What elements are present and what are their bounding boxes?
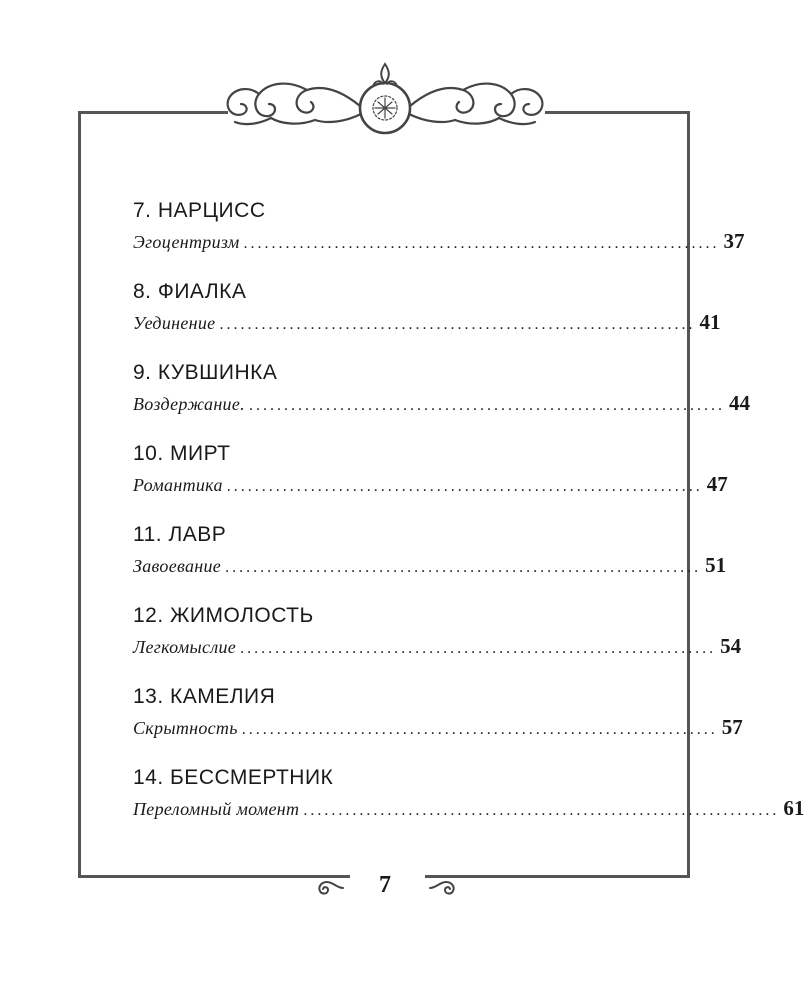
chapter-subtitle: Воздержание. <box>133 394 245 414</box>
toc-line <box>133 631 742 661</box>
toc-entry[interactable] <box>133 196 745 277</box>
toc-line <box>133 388 750 418</box>
dot-leader: .................................................................... <box>225 559 702 576</box>
chapter-title: 11. ЛАВР <box>133 523 227 546</box>
table-of-contents <box>133 196 804 844</box>
chapter-title: 9. КУВШИНКА <box>133 361 278 384</box>
chapter-title: 7. НАРЦИСС <box>133 199 266 222</box>
chapter-subtitle: Романтика <box>133 475 223 495</box>
toc-entry[interactable] <box>133 439 728 520</box>
page-number: 54 <box>720 634 742 658</box>
dot-leader: .................................................................... <box>241 721 718 738</box>
dot-leader: .................................................................... <box>303 802 780 819</box>
chapter-subtitle: Переломный момент <box>133 799 300 819</box>
page-number: 47 <box>706 472 728 496</box>
chapter-subtitle: Скрытность <box>133 718 238 738</box>
toc-entry[interactable] <box>133 520 727 601</box>
toc-line <box>133 469 728 499</box>
page-number: 57 <box>721 715 743 739</box>
page-number: 41 <box>699 310 721 334</box>
chapter-title: 13. КАМЕЛИЯ <box>133 685 276 708</box>
chapter-title: 8. ФИАЛКА <box>133 280 247 303</box>
dot-leader: .................................................................... <box>219 316 696 333</box>
toc-line <box>133 550 727 580</box>
page-number: 44 <box>728 391 750 415</box>
flourish-ornament-icon <box>215 62 555 142</box>
dot-leader: .................................................................... <box>240 640 717 657</box>
toc-line <box>133 226 745 256</box>
toc-entry[interactable] <box>133 358 750 439</box>
footer-page-number: 7 <box>379 872 391 898</box>
toc-entry[interactable] <box>133 763 804 844</box>
dot-leader: .................................................................... <box>243 235 720 252</box>
toc-entry[interactable] <box>133 601 742 682</box>
frame-top-left-rule <box>78 111 228 114</box>
swirl-right-icon <box>426 878 458 898</box>
toc-line <box>133 793 804 823</box>
toc-entry[interactable] <box>133 682 743 763</box>
chapter-title: 14. БЕССМЕРТНИК <box>133 766 334 789</box>
dot-leader: .................................................................... <box>248 397 725 414</box>
toc-line <box>133 712 743 742</box>
toc-entry[interactable] <box>133 277 721 358</box>
chapter-subtitle: Эгоцентризм <box>133 232 240 252</box>
frame-top-right-rule <box>545 111 690 114</box>
chapter-subtitle: Завоевание <box>133 556 222 576</box>
dot-leader: .................................................................... <box>226 478 703 495</box>
chapter-subtitle: Уединение <box>133 313 216 333</box>
page-number: 51 <box>705 553 727 577</box>
toc-line <box>133 307 721 337</box>
page-number: 61 <box>783 796 804 820</box>
chapter-subtitle: Легкомыслие <box>133 637 237 657</box>
chapter-title: 10. МИРТ <box>133 442 231 465</box>
chapter-title: 12. ЖИМОЛОСТЬ <box>133 604 314 627</box>
page-footer <box>0 868 800 908</box>
page-number: 37 <box>723 229 745 253</box>
